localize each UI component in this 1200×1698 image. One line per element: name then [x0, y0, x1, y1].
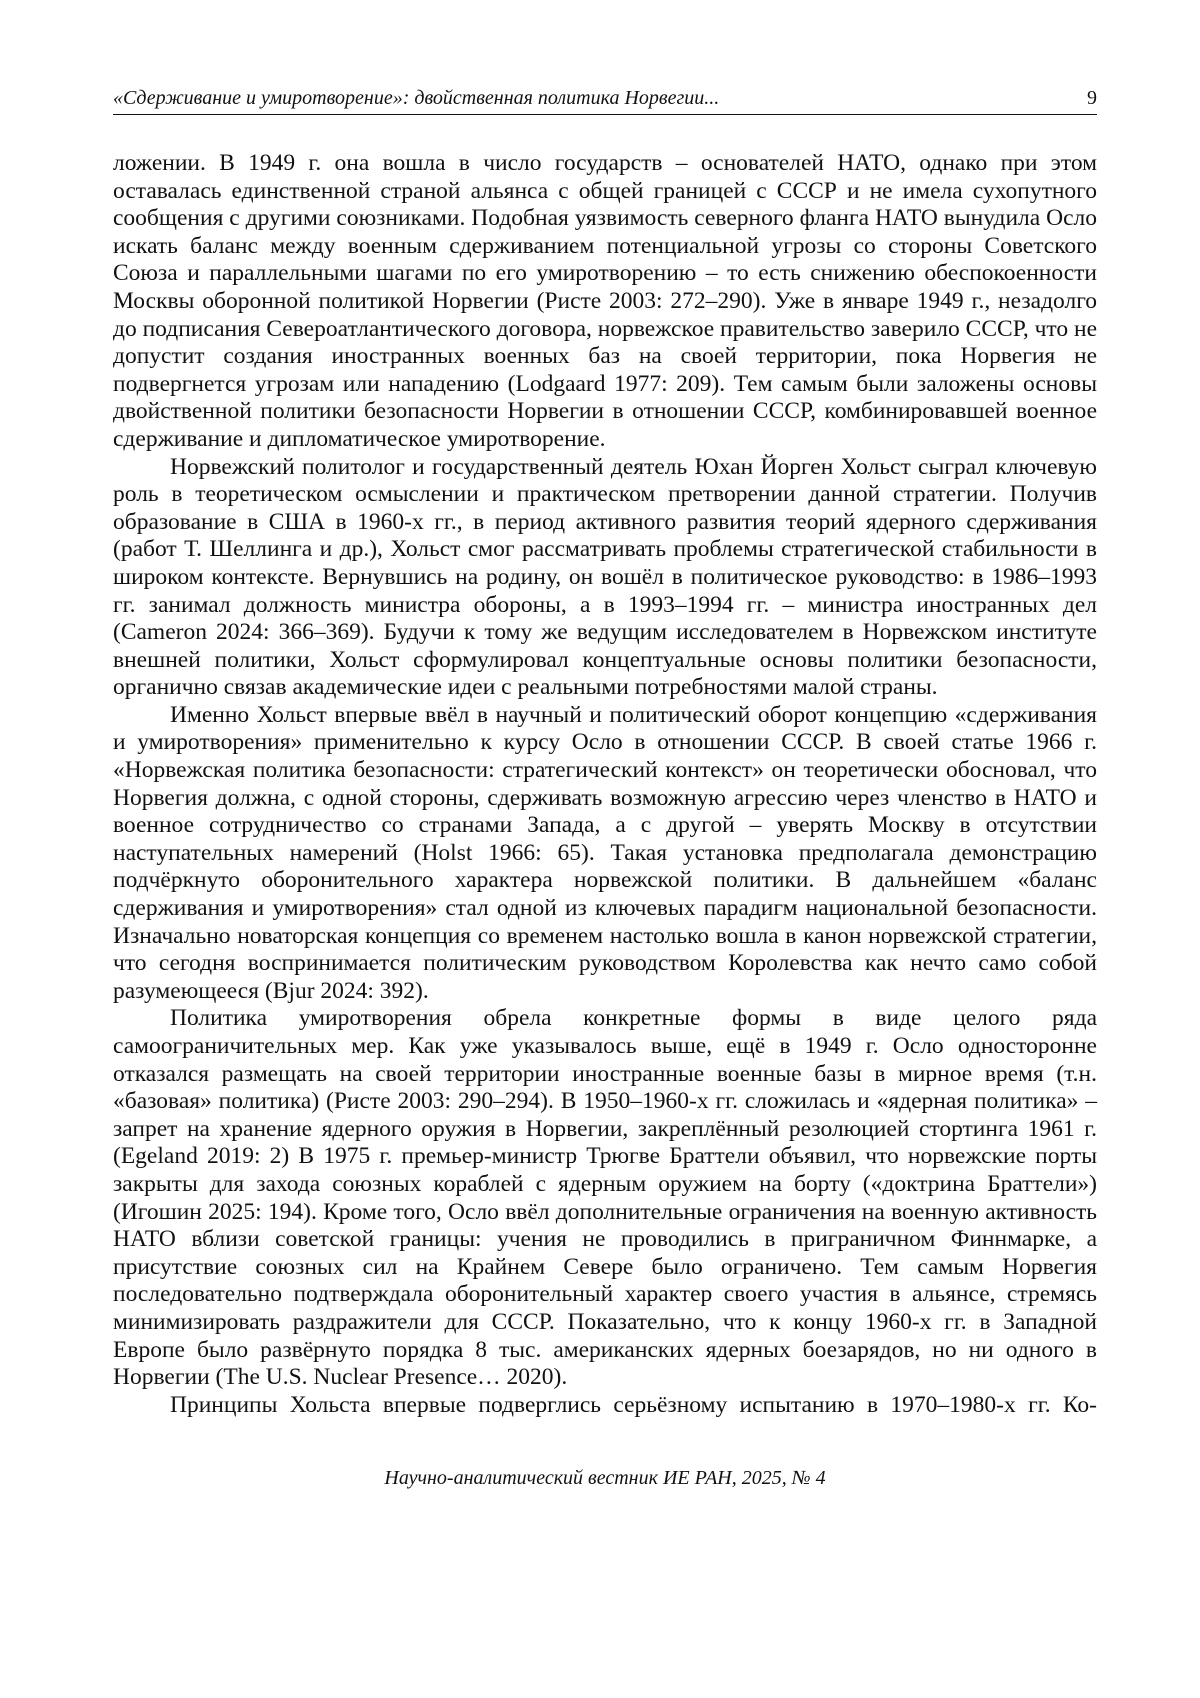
- running-title: «Сдерживание и умиротворение»: двойственная политика Норвегии...: [113, 87, 720, 109]
- paragraph: ложении. В 1949 г. она вошла в число государств – основателей НАТО, однако при этом оставалась единственной страной альянса с общей границей с СССР и не имела сухопутного сообщения с другими союзниками. Подобная уязвимость северного фланга НАТО вынудила Осло искать баланс между военным сдерживанием потенциальной угрозы со стороны Советского Союза и параллельными шагами по его умиротворению – то есть снижению обеспокоенности Москвы оборонной политикой Норвегии (Ристе 2003: 272–290). Уже в январе 1949 г., незадолго до подписания Североатлантического договора, норвежское правительство заверило СССР, что не допустит создания иностранных военных баз на своей территории, пока Норвегия не подвергнется угрозам или нападению (Lodgaard 1977: 209). Тем самым были заложены основы двойственной политики безопасности Норвегии в отношении СССР, комбинировавшей военное сдерживание и дипломатическое умиротворение.: [113, 150, 1097, 452]
- paragraph: Политика умиротворения обрела конкретные формы в виде целого ряда самоограничительных мер. Как уже указывалось выше, ещё в 1949 г. Осло односторонне отказался размещать на своей территории иностранные военные базы в мирное время (т.н. «базовая» политика) (Ристе 2003: 290–294). В 1950–1960-х гг. сложилась и «ядерная политика» – запрет на хранение ядерного оружия в Норвегии, закреплённый резолюцией стортинга 1961 г. (Egeland 2019: 2) В 1975 г. премьер-министр Трюгве Браттели объявил, что норвежские порты закрыты для захода союзных кораблей с ядерным оружием на борту («доктрина Браттели») (Игошин 2025: 194). Кроме того, Осло ввёл дополнительные ограничения на военную активность НАТО вблизи советской границы: учения не проводились в приграничном Финнмарке, а присутствие союзных сил на Крайнем Севере было ограничено. Тем самым Норвегия последовательно подтверждала оборонительный характер своего участия в альянсе, стремясь минимизировать раздражители для СССР. Показательно, что к концу 1960-х гг. в Западной Европе было развёрнуто порядка 8 тыс. американских ядерных боезарядов, но ни одного в Норвегии (The U.S. Nuclear Presence… 2020).: [113, 1005, 1097, 1391]
- journal-footer: Научно-аналитический вестник ИЕ РАН, 2025, № 4: [384, 1467, 826, 1489]
- article-body: [113, 150, 1097, 1419]
- page-number: 9: [1087, 87, 1097, 109]
- paragraph: Принципы Хольста впервые подверглись серьёзному испытанию в 1970–1980-х гг. Ко-: [170, 1391, 1097, 1418]
- running-header: [113, 84, 1097, 115]
- paragraph: Именно Хольст впервые ввёл в научный и политический оборот концепцию «сдерживания и умиротворения» применительно к курсу Осло в отношении СССР. В своей статье 1966 г. «Норвежская политика безопасности: стратегический контекст» он теоретически обосновал, что Норвегия должна, с одной стороны, сдерживать возможную агрессию через членство в НАТО и военное сотрудничество со странами Запада, а с другой – уверять Москву в отсутствии наступательных намерений (Holst 1966: 65). Такая установка предполагала демонстрацию подчёркнуто оборонительного характера норвежской политики. В дальнейшем «баланс сдерживания и умиротворения» стал одной из ключевых парадигм национальной безопасности. Изначально новаторская концепция со временем настолько вошла в канон норвежской стратегии, что сегодня воспринимается политическим руководством Королевства как нечто само собой разумеющееся (Bjur 2024: 392).: [113, 701, 1097, 1004]
- paragraph: Норвежский политолог и государственный деятель Юхан Йорген Хольст сыграл ключевую роль в теоретическом осмыслении и практическом претворении данной стратегии. Получив образование в США в 1960-х гг., в период активного развития теорий ядерного сдерживания (работ Т. Шеллинга и др.), Хольст смог рассматривать проблемы стратегической стабильности в широком контексте. Вернувшись на родину, он вошёл в политическое руководство: в 1986–1993 гг. занимал должность министра обороны, а в 1993–1994 гг. – министра иностранных дел (Cameron 2024: 366–369). Будучи к тому же ведущим исследователем в Норвежском институте внешней политики, Хольст сформулировал концептуальные основы политики безопасности, органично связав академические идеи с реальными потребностями малой страны.: [113, 453, 1097, 701]
